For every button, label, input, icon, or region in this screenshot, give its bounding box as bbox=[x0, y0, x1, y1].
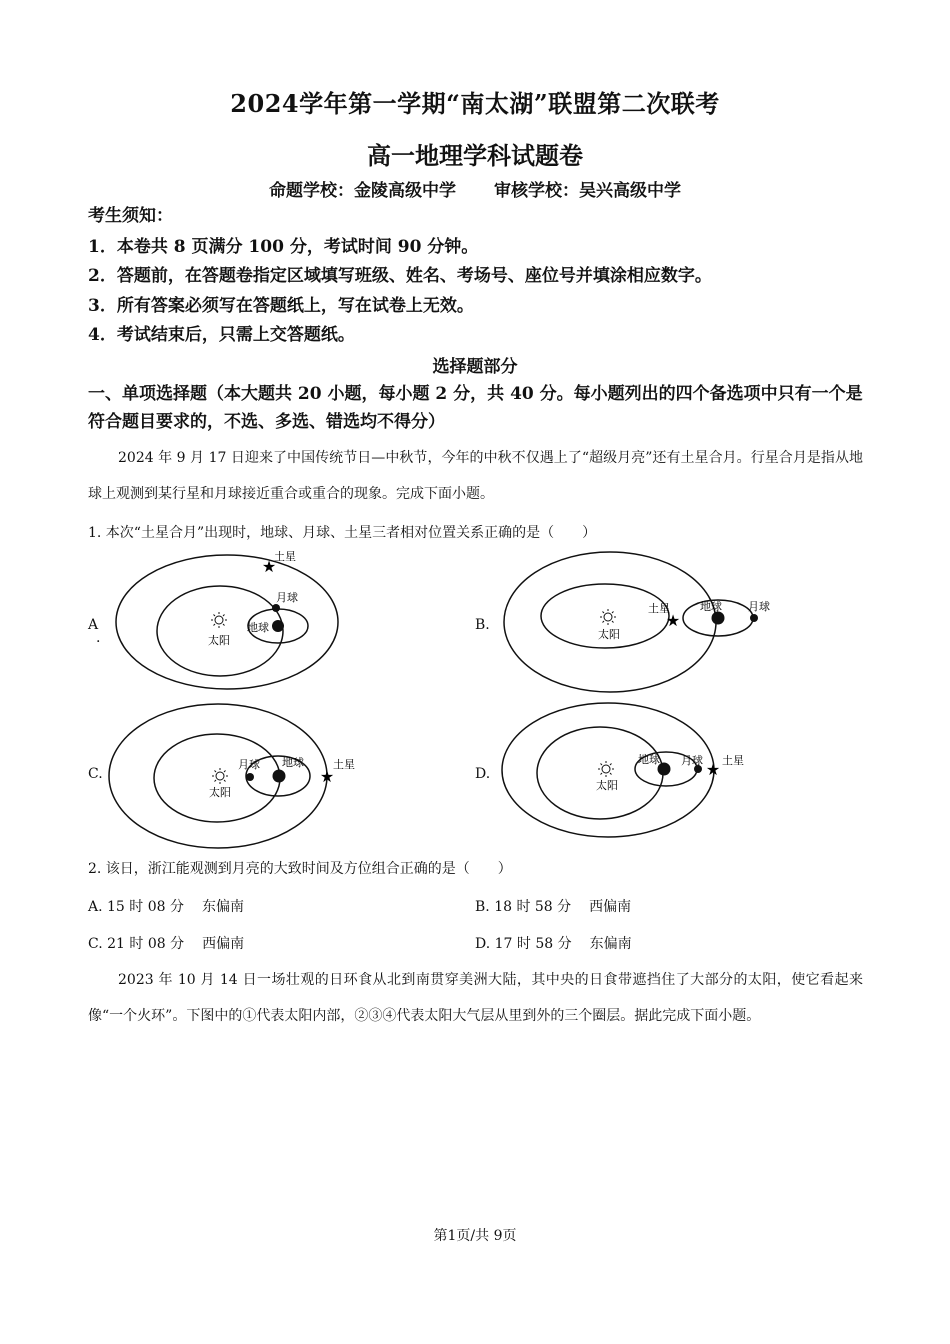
saturn-label: 土星 bbox=[274, 550, 296, 563]
proposing-school: 命题学校：金陵高级中学 bbox=[269, 181, 456, 201]
school-info bbox=[0, 176, 950, 201]
saturn-label: 土星 bbox=[648, 602, 670, 615]
saturn-orbit bbox=[502, 703, 714, 837]
saturn-label: 土星 bbox=[333, 758, 355, 771]
q2-option-c-time: C. 21 时 08 分 bbox=[88, 936, 185, 952]
sun-label: 太阳 bbox=[208, 634, 230, 647]
moon-label: 月球 bbox=[238, 758, 260, 771]
earth-dot bbox=[712, 612, 725, 625]
option-d-label: D. bbox=[475, 766, 491, 782]
moon-dot bbox=[750, 614, 758, 622]
question-2-stem: 2. 该日，浙江能观测到月亮的大致时间及方位组合正确的是（ ） bbox=[88, 861, 512, 877]
notice-item-3: 3．所有答案必须写在答题纸上，写在试卷上无效。 bbox=[88, 296, 474, 316]
option-a-label: A bbox=[88, 617, 99, 633]
q2-option-b-dir: 西偏南 bbox=[589, 899, 632, 915]
earth-label: 地球 bbox=[282, 756, 304, 769]
page-footer: 第1页/共 9页 bbox=[433, 1228, 517, 1244]
option-a-dot: . bbox=[96, 630, 101, 646]
exam-title: 2024学年第一学期“南太湖”联盟第二次联考 bbox=[230, 89, 720, 118]
passage-1: 2024 年 9 月 17 日迎来了中国传统节日—中秋节，今年的中秋不仅遇上了“超级月亮”还有土星合月。行星合月是指从地球上观测到某行星和月球接近重合或重合的现象。完成下面小题。 bbox=[88, 450, 863, 502]
exam-subtitle: 高一地理学科试题卷 bbox=[367, 141, 583, 170]
earth-label: 地球 bbox=[247, 621, 269, 634]
sun-icon bbox=[211, 612, 227, 628]
sun-icon bbox=[600, 609, 616, 625]
q2-option-d-time: D. 17 时 58 分 bbox=[475, 936, 572, 952]
q2-option-d-dir: 东偏南 bbox=[589, 936, 632, 952]
diagram-c bbox=[105, 700, 385, 850]
earth-dot bbox=[272, 620, 284, 632]
earth-label: 地球 bbox=[638, 753, 660, 766]
sun-label: 太阳 bbox=[209, 786, 231, 799]
diagram-d bbox=[500, 700, 760, 850]
saturn-star-icon: ★ bbox=[319, 767, 335, 786]
saturn-star-icon: ★ bbox=[705, 760, 721, 779]
reviewing-school: 审核学校：吴兴高级中学 bbox=[494, 181, 681, 201]
notice-item-1: 1．本卷共 8 页满分 100 分，考试时间 90 分钟。 bbox=[88, 237, 479, 257]
notice-heading: 考生须知： bbox=[88, 206, 173, 226]
question-1-stem: 1. 本次“土星合月”出现时，地球、月球、土星三者相对位置关系正确的是（ ） bbox=[88, 525, 597, 541]
q2-option-d bbox=[475, 933, 632, 953]
sun-label: 太阳 bbox=[596, 779, 618, 792]
q2-option-a bbox=[88, 896, 244, 916]
sun-label: 太阳 bbox=[598, 628, 620, 641]
saturn-label: 土星 bbox=[722, 754, 744, 767]
diagram-b bbox=[500, 548, 785, 698]
option-b-label: B. bbox=[475, 617, 490, 633]
notice-item-4: 4．考试结束后，只需上交答题纸。 bbox=[88, 325, 355, 345]
saturn-orbit bbox=[116, 555, 338, 689]
moon-dot bbox=[272, 604, 280, 612]
q2-option-a-time: A. 15 时 08 分 bbox=[88, 899, 184, 915]
q2-option-c bbox=[88, 933, 244, 953]
diagram-a bbox=[110, 548, 350, 693]
saturn-star-icon: ★ bbox=[261, 557, 277, 576]
earth-dot bbox=[273, 770, 286, 783]
moon-label: 月球 bbox=[276, 591, 298, 604]
earth-label: 地球 bbox=[700, 600, 722, 613]
notice-item-2: 2．答题前，在答题卷指定区域填写班级、姓名、考场号、座位号并填涂相应数字。 bbox=[88, 266, 712, 286]
passage-2: 2023 年 10 月 14 日一场壮观的日环食从北到南贯穿美洲大陆，其中央的日食带遮挡住了大部分的太阳，使它看起来像“一个火环”。下图中的①代表太阳内部，②③④代表太阳大气层从里到外的三个圈层。据此完成下面小题。 bbox=[88, 972, 863, 1024]
moon-label: 月球 bbox=[748, 600, 770, 613]
q2-option-b-time: B. 18 时 58 分 bbox=[475, 899, 572, 915]
sun-icon bbox=[598, 761, 614, 777]
section-title: 选择题部分 bbox=[432, 357, 518, 377]
saturn-star-icon: ★ bbox=[665, 611, 681, 630]
option-c-label: C. bbox=[88, 766, 103, 782]
part1-heading: 一、单项选择题（本大题共 20 小题，每小题 2 分，共 40 分。每小题列出的四个备选项中只有一个是符合题目要求的，不选、多选、错选均不得分） bbox=[88, 384, 863, 432]
moon-dot bbox=[246, 773, 254, 781]
q2-option-b bbox=[475, 896, 631, 916]
saturn-orbit bbox=[109, 704, 327, 848]
q2-option-c-dir: 西偏南 bbox=[202, 936, 245, 952]
moon-label: 月球 bbox=[681, 754, 703, 767]
q2-option-a-dir: 东偏南 bbox=[202, 899, 244, 915]
earth-orbit bbox=[537, 727, 663, 819]
sun-icon bbox=[212, 768, 228, 784]
